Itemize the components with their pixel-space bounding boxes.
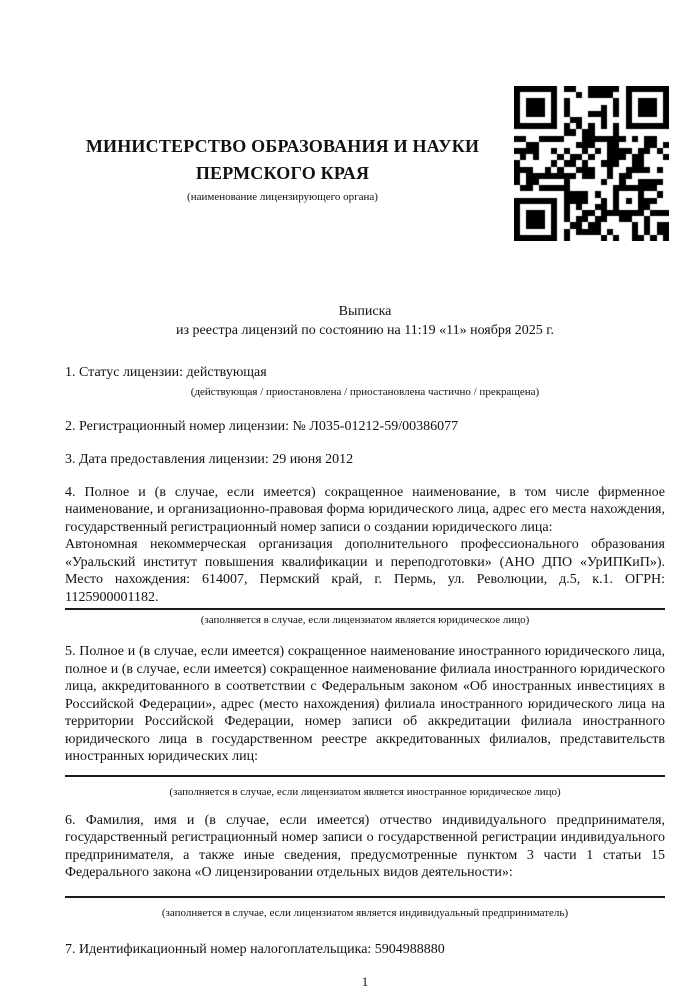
document-body bbox=[65, 303, 665, 989]
divider-line-entrepreneur bbox=[65, 896, 665, 898]
field-foreign-entity-question: 5. Полное и (в случае, если имеется) сокращенное наименование иностранного юридического лица, полное и (в случае, если имеется) сокращенное наименование филиала иностранного юридического лица, аккредитованного в соответствии с Федеральным законом «Об иностранных инвестициях в Российской Федерации», адрес (место нахождения) филиала иностранного юридического лица на территории Российской Федерации, номер записи об аккредитации филиала иностранного юридического лица в государственном реестре аккредитованных филиалов, представительств иностранных юридических лиц: bbox=[65, 644, 665, 764]
page-number: 1 bbox=[361, 974, 369, 989]
field-foreign-entity-hint: (заполняется в случае, если лицензиатом является иностранное юридическое лицо) bbox=[169, 785, 561, 798]
qr-code-image bbox=[514, 86, 669, 241]
field-registration-number: 2. Регистрационный номер лицензии: № Л035-01212-59/00386077 bbox=[65, 418, 459, 434]
ministry-header bbox=[40, 133, 525, 204]
field-legal-entity-hint: (заполняется в случае, если лицензиатом является юридическое лицо) bbox=[200, 614, 530, 626]
field-grant-date: 3. Дата предоставления лицензии: 29 июня 2012 bbox=[65, 452, 354, 467]
field-entrepreneur-hint: (заполняется в случае, если лицензиатом является индивидуальный предприниматель) bbox=[161, 906, 569, 919]
document-title-line2: из реестра лицензий по состоянию на 11:19 «11» ноября 2025 г. bbox=[176, 322, 554, 338]
field-entrepreneur-question: 6. Фамилия, имя и (в случае, если имеется) отчество индивидуального предпринимателя, государственный регистрационный номер записи о государственной регистрации индивидуального предпринимателя, а также иные сведения, предусмотренные пунктом 3 части 1 статьи 15 Федерального закона «О лицензировании отдельных видов деятельности»: bbox=[65, 812, 665, 880]
field-legal-entity-answer: Автономная некоммерческая организация дополнительного профессионального образования «Уральский институт повышения квалификации и переподготовки» (АНО ДПО «УрИПКиП»). Место нахождения: 614007, Пермский край, г. Пермь, ул. Революции, д.5, к.1. ОГРН: 1125900001182. bbox=[65, 537, 665, 605]
field-legal-entity-question: 4. Полное и (в случае, если имеется) сокращенное наименование, в том числе фирменное наименование, и организационно-правовая форма юридического лица, адрес его места нахождения, государственный регистрационный номер записи о создании юридического лица: bbox=[65, 484, 665, 535]
ministry-subtitle: (наименование лицензирующего органа) bbox=[187, 191, 378, 203]
field-license-status-hint: (действующая / приостановлена / приостановлена частично / прекращена) bbox=[190, 385, 540, 398]
qr-code bbox=[514, 86, 669, 241]
ministry-name-line1: МИНИСТЕРСТВО ОБРАЗОВАНИЯ И НАУКИ bbox=[85, 136, 480, 156]
ministry-name-line2: ПЕРМСКОГО КРАЯ bbox=[195, 163, 370, 183]
field-license-status: 1. Статус лицензии: действующая bbox=[65, 365, 267, 380]
divider-line-foreign-entity bbox=[65, 775, 665, 777]
divider-line-legal-entity bbox=[65, 608, 665, 610]
document-title bbox=[65, 303, 665, 340]
document-title-line1: Выписка bbox=[338, 304, 392, 319]
field-taxpayer-number: 7. Идентификационный номер налогоплательщика: 5904988880 bbox=[65, 941, 445, 957]
